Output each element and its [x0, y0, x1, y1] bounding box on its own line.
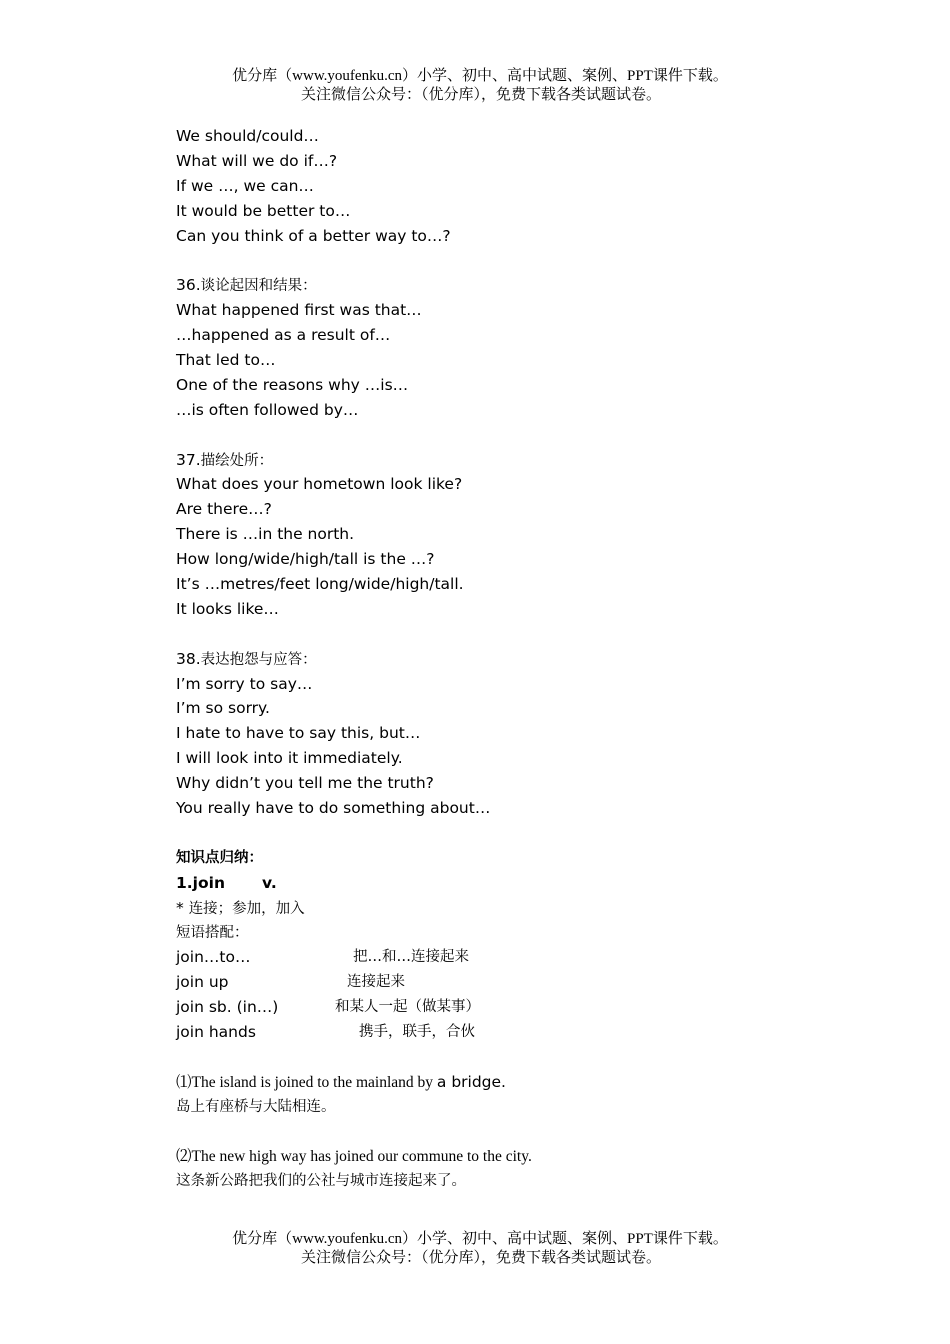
section-title: 描绘处所： — [200, 452, 274, 469]
phrase-row — [176, 995, 816, 1020]
section-number: 36. — [176, 276, 201, 295]
example-translation: 这条新公路把我们的公社与城市连接起来了。 — [176, 1173, 466, 1190]
phrase-cn: 把…和…连接起来 — [353, 949, 469, 966]
text-line: One of the reasons why …is… — [176, 375, 409, 394]
example-en: The island is joined to the mainland by — [191, 1073, 434, 1091]
document-body — [176, 124, 816, 1194]
meaning-text: 连接；参加，加入 — [188, 900, 305, 917]
phrase-row — [176, 945, 816, 970]
footer-line-1: 优分库（www.youfenku.cn）小学、初中、高中试题、案例、PPT课件下载。 — [232, 1231, 728, 1247]
text-line: I will look into it immediately. — [176, 749, 403, 768]
text-line: …happened as a result of… — [176, 326, 391, 345]
text-line: You really have to do something about… — [176, 799, 491, 818]
header-line-2: 关注微信公众号：（优分库），免费下载各类试题试卷。 — [300, 87, 661, 103]
phrase-row — [176, 970, 816, 995]
text-line: Can you think of a better way to…? — [176, 226, 451, 245]
section-heading-37 — [176, 448, 816, 473]
phrase-en: join…to… — [176, 948, 251, 967]
text-line: It looks like… — [176, 599, 279, 618]
text-line: Are there…? — [176, 500, 272, 519]
word-entry — [176, 871, 816, 896]
example-en-tail: a bridge. — [436, 1072, 506, 1091]
text-line: If we …, we can… — [176, 176, 314, 195]
text-line: How long/wide/high/tall is the …? — [176, 550, 435, 569]
section-heading-36 — [176, 273, 816, 298]
text-line: I’m so sorry. — [176, 699, 270, 718]
example-en: The new high way has joined our commune to the city. — [191, 1147, 532, 1165]
phrase-cn: 连接起来 — [347, 974, 405, 991]
footer-line-2: 关注微信公众号：（优分库），免费下载各类试题试卷。 — [300, 1250, 661, 1266]
text-line: We should/could… — [176, 127, 319, 145]
text-line: There is …in the north. — [176, 525, 355, 544]
text-line: I hate to have to say this, but… — [176, 724, 421, 743]
text-line: It would be better to… — [176, 201, 351, 220]
example-sentence — [176, 1145, 816, 1170]
section-number: 37. — [176, 450, 201, 469]
page-footer — [0, 1230, 950, 1268]
section-heading-38 — [176, 647, 816, 672]
text-line: What will we do if…? — [176, 151, 338, 170]
text-line: Why didn’t you tell me the truth? — [176, 774, 434, 793]
text-line: What happened first was that… — [176, 301, 422, 320]
phrase-en: join up — [176, 973, 229, 992]
example-translation: 岛上有座桥与大陆相连。 — [176, 1098, 336, 1115]
text-line: I’m sorry to say… — [176, 674, 313, 693]
header-line-1: 优分库（www.youfenku.cn）小学、初中、高中试题、案例、PPT课件下载。 — [232, 68, 728, 84]
word-meaning — [176, 896, 816, 921]
example-number: ⑵ — [176, 1147, 192, 1165]
knowledge-title: 知识点归纳： — [176, 848, 263, 866]
phrase-en: join hands — [176, 1023, 256, 1042]
page-header — [0, 67, 950, 105]
phrase-en: join sb. (in…) — [176, 998, 279, 1017]
text-line: It’s …metres/feet long/wide/high/tall. — [176, 575, 464, 594]
part-of-speech: v. — [261, 873, 277, 892]
example-sentence — [176, 1070, 816, 1095]
text-line: …is often followed by… — [176, 400, 359, 419]
section-title: 谈论起因和结果： — [200, 278, 317, 295]
phrases-title: 短语搭配： — [176, 924, 249, 941]
word: 1.join — [176, 873, 225, 892]
phrase-cn: 和某人一起（做某事） — [335, 999, 480, 1016]
meaning-star: * — [176, 898, 184, 917]
text-line: What does your hometown look like? — [176, 475, 463, 494]
phrase-row — [176, 1020, 816, 1045]
section-title: 表达抱怨与应答： — [200, 651, 317, 668]
phrase-cn: 携手，联手，合伙 — [359, 1024, 475, 1041]
section-number: 38. — [176, 649, 201, 668]
text-line: That led to… — [176, 351, 276, 370]
example-number: ⑴ — [176, 1073, 192, 1091]
